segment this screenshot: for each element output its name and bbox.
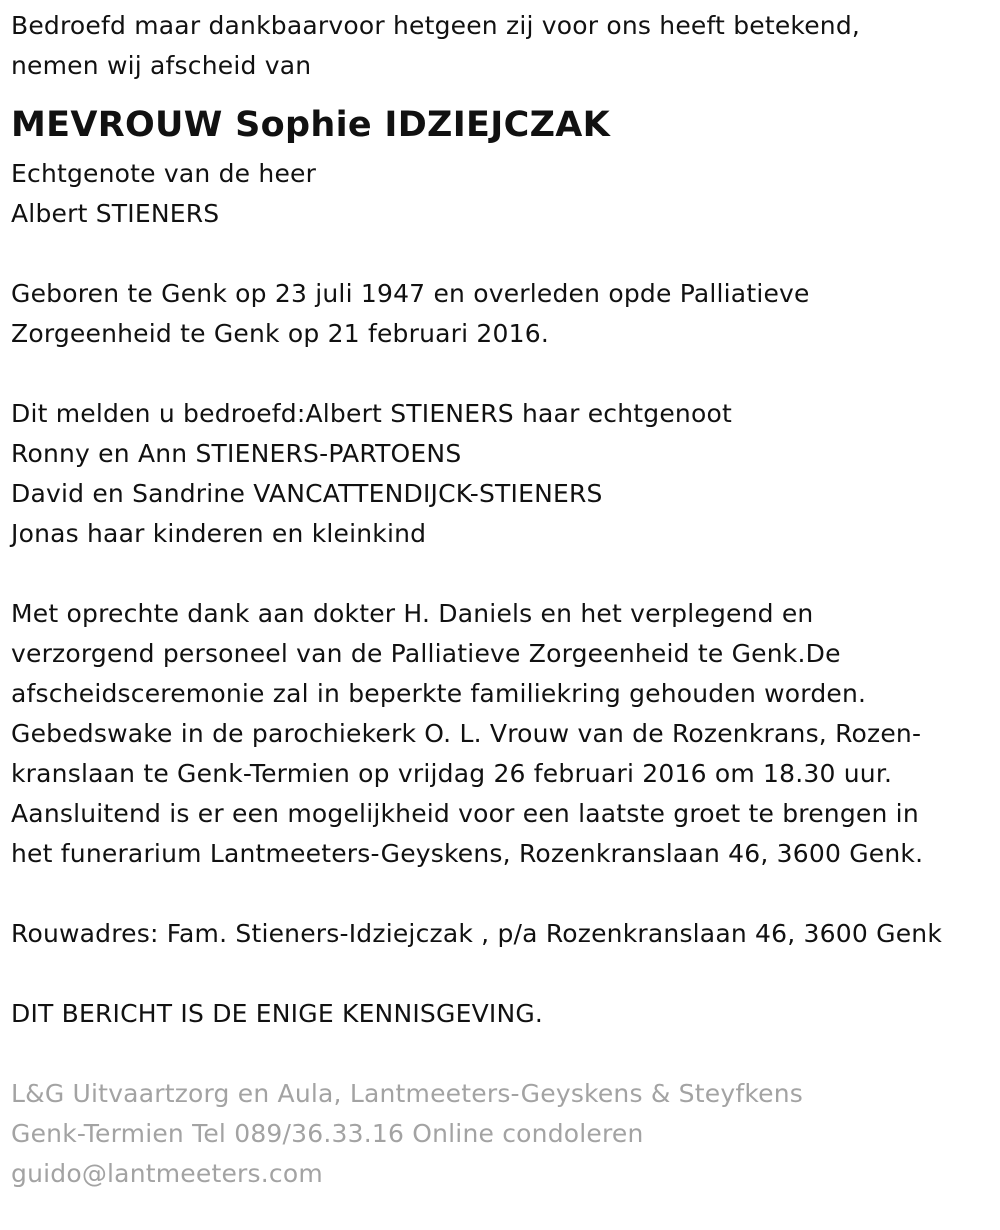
footer-email: guido@lantmeeters.com	[11, 1159, 323, 1188]
birth-death-text	[11, 274, 1000, 354]
family-list	[11, 394, 1000, 554]
intro-text	[11, 6, 1000, 86]
spouse-line: Albert STIENERS	[11, 199, 220, 228]
spacer	[11, 554, 1000, 594]
birth-death-line: Zorgeenheid te Genk op 21 februari 2016.	[11, 319, 549, 348]
spacer	[11, 354, 1000, 394]
birth-death-line: Geboren te Genk op 23 juli 1947 en overleden opde Palliatieve	[11, 279, 810, 308]
ceremony-line: Aansluitend is er een mogelijkheid voor een laatste groet te brengen in	[11, 799, 919, 828]
notice-text: DIT BERICHT IS DE ENIGE KENNISGEVING.	[11, 999, 544, 1028]
mourning-address: Rouwadres: Fam. Stieners-Idziejczak , p/a Rozenkranslaan 46, 3600 Genk	[11, 919, 942, 948]
deceased-name: MEVROUW Sophie IDZIEJCZAK	[11, 105, 611, 145]
funeral-home-footer	[11, 1074, 1000, 1194]
spacer	[11, 1034, 1000, 1074]
spouse-line: Echtgenote van de heer	[11, 159, 317, 188]
ceremony-line: afscheidsceremonie zal in beperkte familiekring gehouden worden.	[11, 679, 867, 708]
spacer	[11, 234, 1000, 274]
intro-line: nemen wij afscheid van	[11, 51, 312, 80]
spouse-text	[11, 154, 1000, 234]
family-line: David en Sandrine VANCATTENDIJCK-STIENERS	[11, 479, 603, 508]
family-line: Ronny en Ann STIENERS-PARTOENS	[11, 439, 462, 468]
footer-line: Genk-Termien Tel 089/36.33.16 Online condoleren	[11, 1119, 644, 1148]
footer-line: L&G Uitvaartzorg en Aula, Lantmeeters-Geyskens & Steyfkens	[11, 1079, 803, 1108]
ceremony-line: het funerarium Lantmeeters-Geyskens, Rozenkranslaan 46, 3600 Genk.	[11, 839, 924, 868]
ceremony-line: Met oprechte dank aan dokter H. Daniels en het verplegend en	[11, 599, 814, 628]
family-line: Dit melden u bedroefd:Albert STIENERS haar echtgenoot	[11, 399, 732, 428]
ceremony-line: verzorgend personeel van de Palliatieve Zorgeenheid te Genk.De	[11, 639, 841, 668]
spacer	[11, 954, 1000, 994]
ceremony-line: kranslaan te Genk-Termien op vrijdag 26 februari 2016 om 18.30 uur.	[11, 759, 893, 788]
intro-line: Bedroefd maar dankbaarvoor hetgeen zij voor ons heeft betekend,	[11, 11, 861, 40]
thanks-ceremony-text	[11, 594, 1000, 874]
family-line: Jonas haar kinderen en kleinkind	[11, 519, 427, 548]
ceremony-line: Gebedswake in de parochiekerk O. L. Vrouw van de Rozenkrans, Rozen-	[11, 719, 922, 748]
spacer	[11, 874, 1000, 914]
